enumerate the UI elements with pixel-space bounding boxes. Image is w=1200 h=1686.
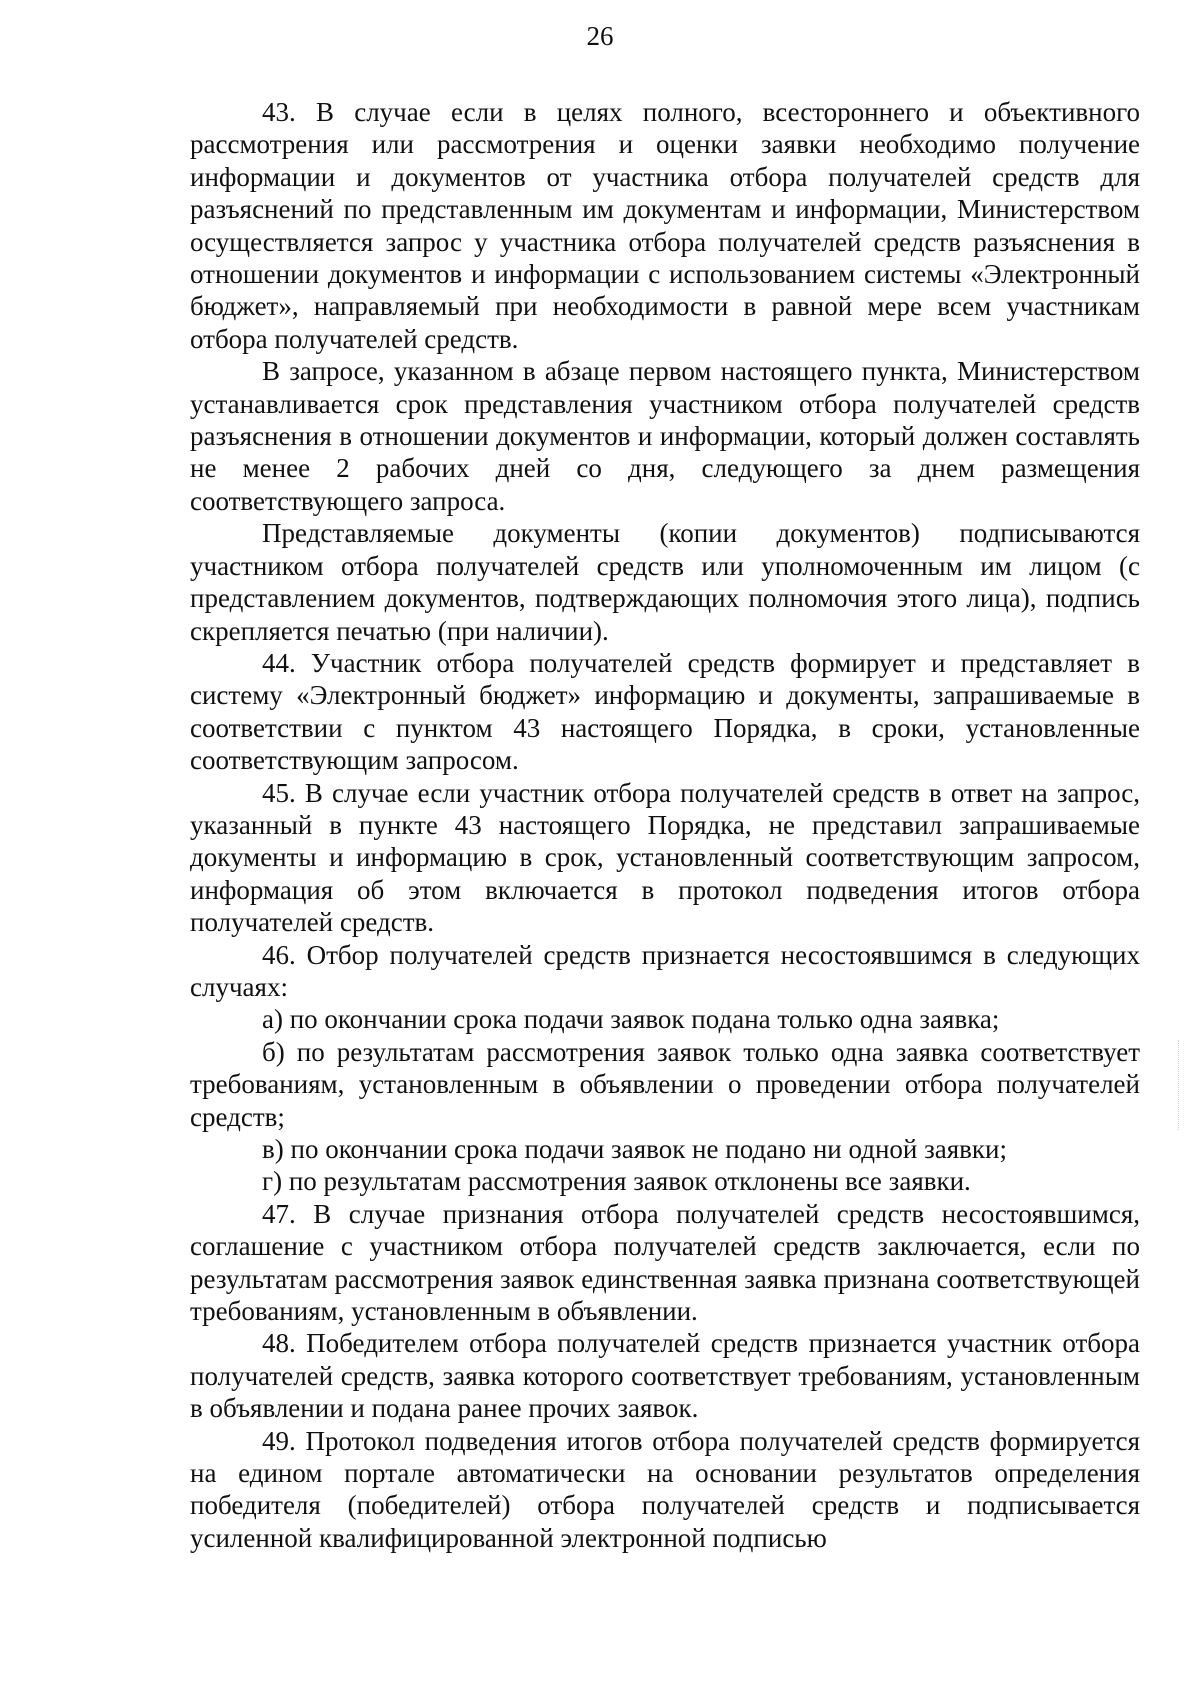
- list-item-g: г) по результатам рассмотрения заявок отклонены все заявки.: [262, 1166, 971, 1197]
- list-item-b: б) по результатам рассмотрения заявок только одна заявка соответствует требованиям, установленным в объявлении о проведении отбора получателей средств;: [190, 1036, 1140, 1132]
- paragraph-44: 44. Участник отбора получателей средств формирует и представляет в систему «Электронный бюджет» информацию и документы, запрашиваемые в соответствии с пунктом 43 настоящего Порядка, в сроки, установленные соответствующим запросом.: [190, 647, 1140, 776]
- scan-artifact: [1178, 1040, 1183, 1130]
- document-body: [190, 96, 1140, 1554]
- paragraph-48: 48. Победителем отбора получателей средств признается участник отбора получателей средств, заявка которого соответствует требованиям, установленным в объявлении и подана ранее прочих заявок.: [190, 1328, 1140, 1424]
- page-number: 26: [586, 21, 614, 51]
- paragraph-45: 45. В случае если участник отбора получателей средств в ответ на запрос, указанный в пункте 43 настоящего Порядка, не представил запрашиваемые документы и информацию в срок, установленный соответствующим запросом, информация об этом включается в протокол подведения итогов отбора получателей средств.: [190, 777, 1140, 938]
- paragraph-47: 47. В случае признания отбора получателей средств несостоявшимся, соглашение с участником отбора получателей средств заключается, если по результатам рассмотрения заявок единственная заявка признана соответствующей требованиям, установленным в объявлении.: [190, 1198, 1140, 1327]
- list-item-v: в) по окончании срока подачи заявок не подано ни одной заявки;: [262, 1134, 1007, 1164]
- paragraph-43-request: В запросе, указанном в абзаце первом настоящего пункта, Министерством устанавливается срок представления участником отбора получателей средств разъяснения в отношении документов и информации, который должен составлять не менее 2 рабочих дней со дня, следующего за днем размещения соответствующего запроса.: [190, 356, 1140, 516]
- paragraph-43-documents: Представляемые документы (копии документов) подписываются участником отбора получателей средств или уполномоченным им лицом (с представлением документов, подтверждающих полномочия этого лица), подпись скрепляется печатью (при наличии).: [190, 518, 1140, 646]
- paragraph-43: 43. В случае если в целях полного, всестороннего и объективного рассмотрения или рассмотрения и оценки заявки необходимо получение информации и документов от участника отбора получателей средств для разъяснений по представленным им документам и информации, Министерством осуществляется запрос у участника отбора получателей средств разъяснения в отношении документов и информации с использованием системы «Электронный бюджет», направляемый при необходимости в равной мере всем участникам отбора получателей средств.: [190, 97, 1140, 354]
- paragraph-49: 49. Протокол подведения итогов отбора получателей средств формируется на едином портале автоматически на основании результатов определения победителя (победителей) отбора получателей средств и подписывается усиленной квалифицированной электронной подписью: [190, 1425, 1140, 1553]
- list-item-a: а) по окончании срока подачи заявок подана только одна заявка;: [262, 1004, 1000, 1035]
- paragraph-46: 46. Отбор получателей средств признается несостоявшимся в следующих случаях:: [190, 939, 1140, 1002]
